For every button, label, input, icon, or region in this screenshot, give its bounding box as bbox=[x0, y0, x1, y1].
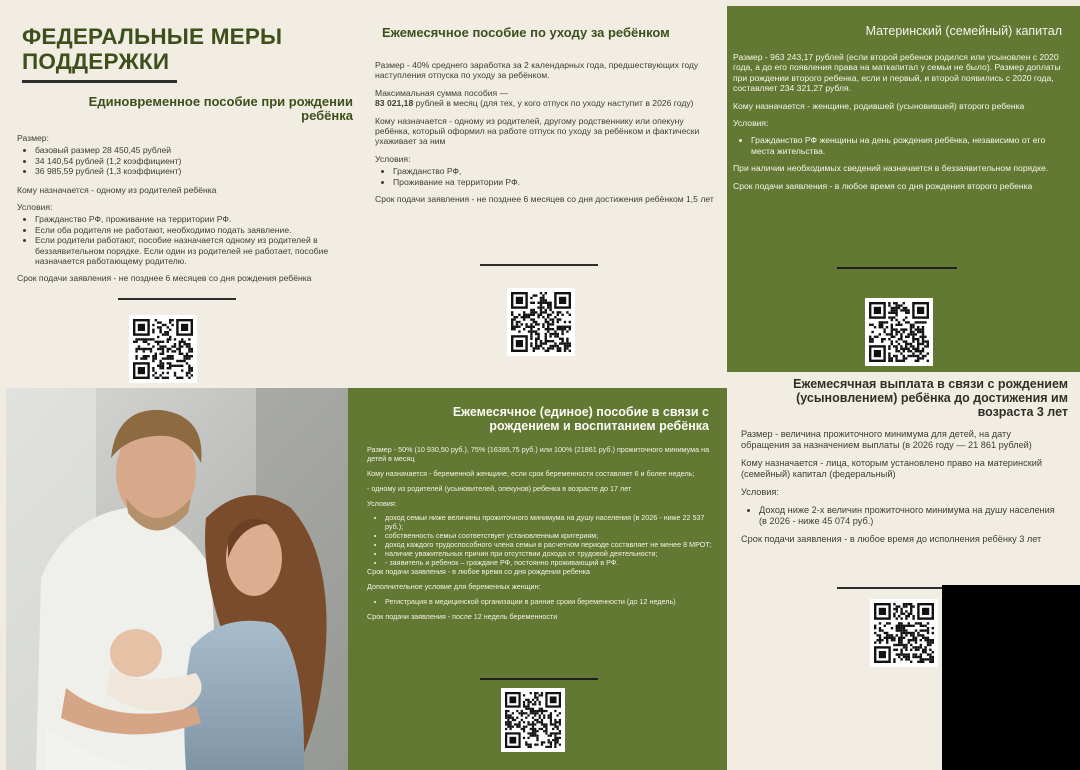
qr-code-icon[interactable] bbox=[870, 599, 938, 667]
recipient-text: Кому назначается - одному из родителей, другому родственнику или опекуну ребёнка, который оформил на работе отпуск по уходу за ребёнком и фактически ухаживает за ним bbox=[375, 115, 700, 147]
family-photo bbox=[6, 388, 348, 770]
family-photo-illustration bbox=[6, 388, 348, 770]
recipient-text: - одному из родителей (усыновителей, опекунов) ребенка в возрасте до 17 лет bbox=[367, 484, 632, 493]
unified-title bbox=[453, 405, 709, 433]
condition-item: • доход каждого трудоспособного члена семьи в расчетном периоде составляет не менее 8 МРОТ; bbox=[385, 540, 723, 549]
lump-sum-title-line-1: Единовременное пособие при рождении bbox=[88, 94, 353, 109]
title-underline bbox=[22, 80, 177, 83]
childcare-panel bbox=[365, 0, 727, 388]
title-line-2: ПОДДЕРЖКИ bbox=[22, 49, 170, 74]
childcare-body bbox=[375, 60, 715, 211]
condition-item: • Гражданство РФ женщины на день рождения ребёнка, независимо от его места жительства. bbox=[751, 135, 1069, 156]
deadline-text: Срок подачи заявления - в любое время со дня рождения второго ребенка bbox=[733, 180, 1033, 191]
lump-sum-title bbox=[89, 95, 353, 123]
condition-item: • - заявитель и ребенок – граждане РФ, постоянно проживающий в РФ. bbox=[385, 558, 723, 567]
recipient-text: Кому назначается - женщине, родившей (усыновившей) второго ребенка bbox=[733, 100, 1025, 111]
divider bbox=[118, 298, 236, 300]
divider bbox=[837, 267, 957, 269]
condition-item: • Проживание на территории РФ. bbox=[393, 177, 715, 187]
max-rest: рублей в месяц (для тех, у кого отпуск по уходу наступит в 2026 году) bbox=[413, 98, 694, 109]
qr-code-icon[interactable] bbox=[501, 688, 565, 752]
qr-code-icon[interactable] bbox=[507, 288, 575, 356]
lump-sum-panel bbox=[0, 0, 365, 388]
unified-body bbox=[367, 445, 723, 627]
conditions-label: Условия: bbox=[375, 153, 411, 164]
page-title bbox=[22, 24, 282, 74]
condition-item: • Если родители работают, пособие назначается одному из родителей в беззаявительном порядке. Если один из родителей не работает, пособие назначается работающему родителю. bbox=[35, 235, 352, 266]
condition-item: • Доход ниже 2-х величин прожиточного минимума на душу населения (в 2026 - ниже 45 074 руб.) bbox=[759, 505, 1061, 527]
lump-sum-title-line-2: ребёнка bbox=[301, 108, 353, 123]
condition-item: • собственность семьи соответствует установленным критериям; bbox=[385, 531, 723, 540]
size-text: Размер - 50% (10 930,50 руб.), 75% (16395,75 руб.) или 100% (21861 руб.) прожиточного минимума на детей в месяц bbox=[367, 445, 710, 463]
max-amount-block bbox=[375, 88, 715, 109]
deadline-text: Срок подачи заявления - не позднее 6 месяцев со дня достижения ребёнком 1,5 лет bbox=[375, 194, 714, 205]
capital-body bbox=[733, 52, 1069, 198]
condition-item: • Гражданство РФ, bbox=[393, 166, 715, 176]
recipient-text: Кому назначается - лица, которым установлено право на материнский (семейный) капитал (федеральный) bbox=[741, 458, 1042, 479]
size-item: • 34 140,54 рублей (1,2 коэффициент) bbox=[35, 156, 352, 166]
note-text: При наличии необходимых сведений назначается в беззаявительном порядке. bbox=[733, 163, 1049, 174]
black-corner-block bbox=[942, 585, 1080, 770]
size-label: Размер: bbox=[17, 133, 49, 143]
deadline-text: Срок подачи заявления - не позднее 6 месяцев со дня рождения ребёнка bbox=[17, 273, 312, 284]
size-text: Размер - 963 243,17 рублей (если второй ребенок родился или усыновлен с 2020 года, а до его появления права на маткапитал у семьи не было). Размер доплаты при рождении второго ребенка, если и первый, и второй появились с 2020 года, составляет 234 321,27 рубля. bbox=[733, 52, 1061, 94]
capital-panel bbox=[727, 6, 1080, 372]
qr-code-icon[interactable] bbox=[865, 298, 933, 366]
conditions-label: Условия: bbox=[367, 499, 397, 508]
condition-item: • наличие уважительных причин при отсутствии дохода от трудовой деятельности; bbox=[385, 549, 723, 558]
extra-item: • Регистрация в медицинской организации в ранние сроки беременности (до 12 недель) bbox=[385, 597, 723, 606]
deadline-text-2: Срок подачи заявления - после 12 недель беременности bbox=[367, 612, 558, 621]
max-label: Максимальная сумма пособия — bbox=[375, 87, 509, 98]
recipient-text: Кому назначается - беременной женщине, если срок беременности составляет 6 и более недель; bbox=[367, 469, 695, 478]
monthly-title-line-2: (усыновлением) ребёнка до достижения им bbox=[796, 391, 1068, 405]
condition-item: • доход семьи ниже величины прожиточного минимума на душу населения (в 2026 - ниже 22 537 руб.); bbox=[385, 513, 723, 531]
lump-sum-body bbox=[17, 133, 352, 291]
divider bbox=[480, 264, 598, 266]
conditions-label: Условия: bbox=[17, 202, 53, 213]
conditions-label: Условия: bbox=[741, 487, 779, 497]
deadline-text: Срок подачи заявления - в любое время со дня рождения ребенка bbox=[367, 567, 591, 576]
unified-benefit-panel bbox=[348, 388, 727, 770]
recipient-text: Кому назначается - одному из родителей ребёнка bbox=[17, 184, 217, 195]
capital-title: Материнский (семейный) капитал bbox=[865, 24, 1062, 38]
max-amount: 83 021,18 bbox=[375, 98, 414, 109]
qr-code-icon[interactable] bbox=[129, 315, 197, 383]
title-line-1: ФЕДЕРАЛЬНЫЕ МЕРЫ bbox=[22, 24, 283, 49]
unified-title-line-2: рождением и воспитанием ребёнка bbox=[489, 419, 709, 433]
childcare-title: Ежемесячное пособие по уходу за ребёнком bbox=[382, 25, 670, 40]
extra-label: Дополнительное условие для беременных женщин: bbox=[367, 582, 541, 591]
size-text: Размер - 40% среднего заработка за 2 календарных года, предшествующих году наступления отпуска по уходу за ребёнком. bbox=[375, 60, 699, 81]
unified-title-line-1: Ежемесячное (единое) пособие в связи с bbox=[452, 405, 709, 419]
size-item: • 36 985,59 рублей (1,3 коэффициент) bbox=[35, 166, 352, 176]
condition-item: • Если оба родителя не работают, необходимо подать заявление. bbox=[35, 225, 352, 235]
monthly-title bbox=[793, 377, 1068, 419]
monthly-body bbox=[741, 429, 1061, 552]
deadline-text: Срок подачи заявления - в любое время до исполнения ребёнку 3 лет bbox=[741, 534, 1042, 544]
conditions-label: Условия: bbox=[733, 118, 769, 129]
monthly-title-line-3: возраста 3 лет bbox=[977, 405, 1068, 419]
divider bbox=[480, 678, 598, 680]
size-item: • базовый размер 28 450,45 рублей bbox=[35, 145, 352, 155]
condition-item: • Гражданство РФ, проживание на территории РФ. bbox=[35, 214, 352, 224]
size-text: Размер - величина прожиточного минимума для детей, на дату обращения за назначением выплаты (в 2026 году — 21 861 рублей) bbox=[741, 429, 1032, 450]
monthly-title-line-1: Ежемесячная выплата в связи с рождением bbox=[793, 377, 1068, 391]
